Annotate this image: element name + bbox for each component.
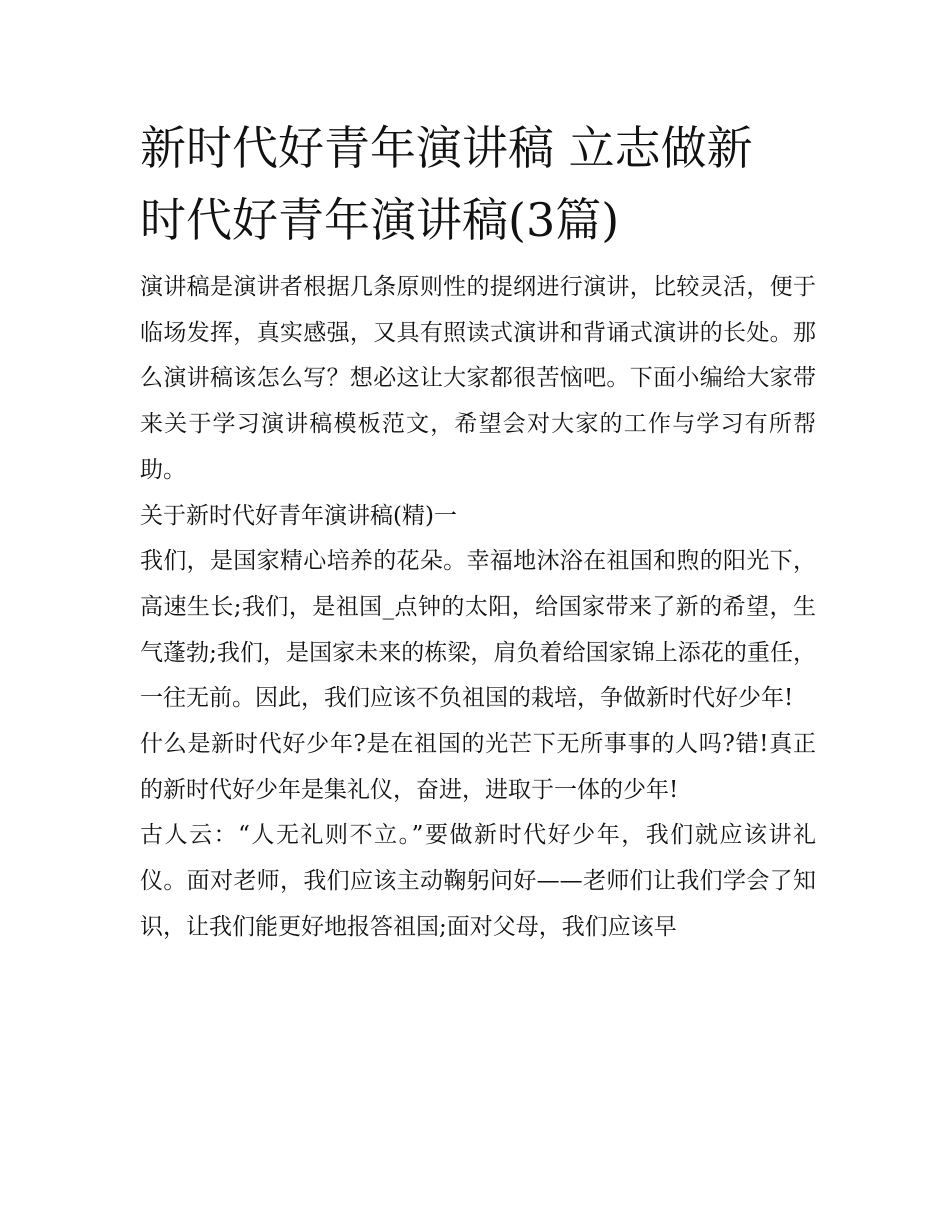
document-title <box>140 112 816 256</box>
section-heading: 关于新时代好青年演讲稿(精)一 <box>140 502 457 529</box>
body-paragraph: 古人云：“人无礼则不立。”要做新时代好少年，我们就应该讲礼仪。面对老师，我们应该主动鞠躬问好——老师们让我们学会了知识，让我们能更好地报答祖国;面对父母，我们应该早 <box>140 822 816 940</box>
body-paragraph: 我们，是国家精心培养的花朵。幸福地沐浴在祖国和煦的阳光下，高速生长;我们，是祖国_点钟的太阳，给国家带来了新的希望，生气蓬勃;我们，是国家未来的栋梁，肩负着给国家锦上添花的重任，一往无前。因此，我们应该不负祖国的栽培，争做新时代好少年! <box>140 548 816 712</box>
title-line-2: 时代好青年演讲稿(3篇) <box>140 193 620 247</box>
document-body <box>140 112 816 951</box>
title-line-1: 新时代好青年演讲稿 立志做新 <box>140 121 753 175</box>
body-paragraph: 什么是新时代好少年?是在祖国的光芒下无所事事的人吗?错!真正的新时代好少年是集礼仪，奋进，进取于一体的少年! <box>140 731 816 803</box>
intro-paragraph: 演讲稿是演讲者根据几条原则性的提纲进行演讲，比较灵活，便于临场发挥，真实感强，又具有照读式演讲和背诵式演讲的长处。那么演讲稿该怎么写？想必这让大家都很苦恼吧。下面小编给大家带来关于学习演讲稿模板范文，希望会对大家的工作与学习有所帮助。 <box>140 274 816 483</box>
